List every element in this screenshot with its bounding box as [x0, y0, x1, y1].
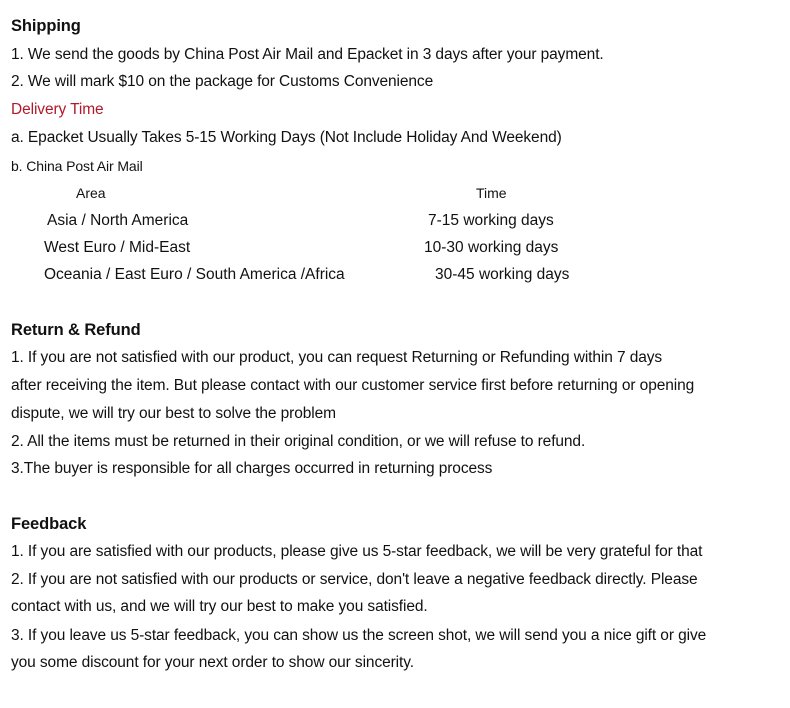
table-row-area: Asia / North America: [47, 212, 189, 229]
delivery-option-b: b. China Post Air Mail: [11, 158, 143, 174]
return-refund-line: 1. If you are not satisfied with our product, you can request Returning or Refunding within 7 days: [11, 349, 663, 366]
table-row-time: 10-30 working days: [424, 239, 559, 256]
feedback-line: 1. If you are satisfied with our products, please give us 5-star feedback, we will be very grateful for that: [11, 543, 703, 560]
return-refund-heading: Return & Refund: [11, 321, 141, 339]
feedback-heading: Feedback: [11, 515, 87, 533]
shipping-heading: Shipping: [11, 17, 81, 35]
return-refund-line: after receiving the item. But please contact with our customer service first before returning or opening: [11, 377, 695, 394]
return-refund-line: 3.The buyer is responsible for all charges occurred in returning process: [11, 460, 493, 477]
table-header-time: Time: [476, 185, 507, 201]
table-header-area: Area: [76, 185, 106, 201]
table-row-area: Oceania / East Euro / South America /Africa: [44, 266, 345, 283]
feedback-line: you some discount for your next order to show our sincerity.: [11, 654, 414, 671]
shipping-line-2: 2. We will mark $10 on the package for Customs Convenience: [11, 73, 434, 90]
shipping-line-1: 1. We send the goods by China Post Air Mail and Epacket in 3 days after your payment.: [11, 46, 604, 63]
return-refund-line: 2. All the items must be returned in their original condition, or we will refuse to refund.: [11, 433, 586, 450]
table-row-time: 30-45 working days: [435, 266, 570, 283]
table-row-area: West Euro / Mid-East: [44, 239, 191, 256]
feedback-line: 2. If you are not satisfied with our products or service, don't leave a negative feedback directly. Please: [11, 571, 698, 588]
feedback-line: contact with us, and we will try our best to make you satisfied.: [11, 598, 428, 615]
return-refund-line: dispute, we will try our best to solve the problem: [11, 405, 336, 422]
table-row-time: 7-15 working days: [428, 212, 554, 229]
feedback-line: 3. If you leave us 5-star feedback, you can show us the screen shot, we will send you a nice gift or give: [11, 627, 707, 644]
delivery-time-heading: Delivery Time: [11, 101, 104, 118]
delivery-option-a: a. Epacket Usually Takes 5-15 Working Days (Not Include Holiday And Weekend): [11, 129, 562, 146]
